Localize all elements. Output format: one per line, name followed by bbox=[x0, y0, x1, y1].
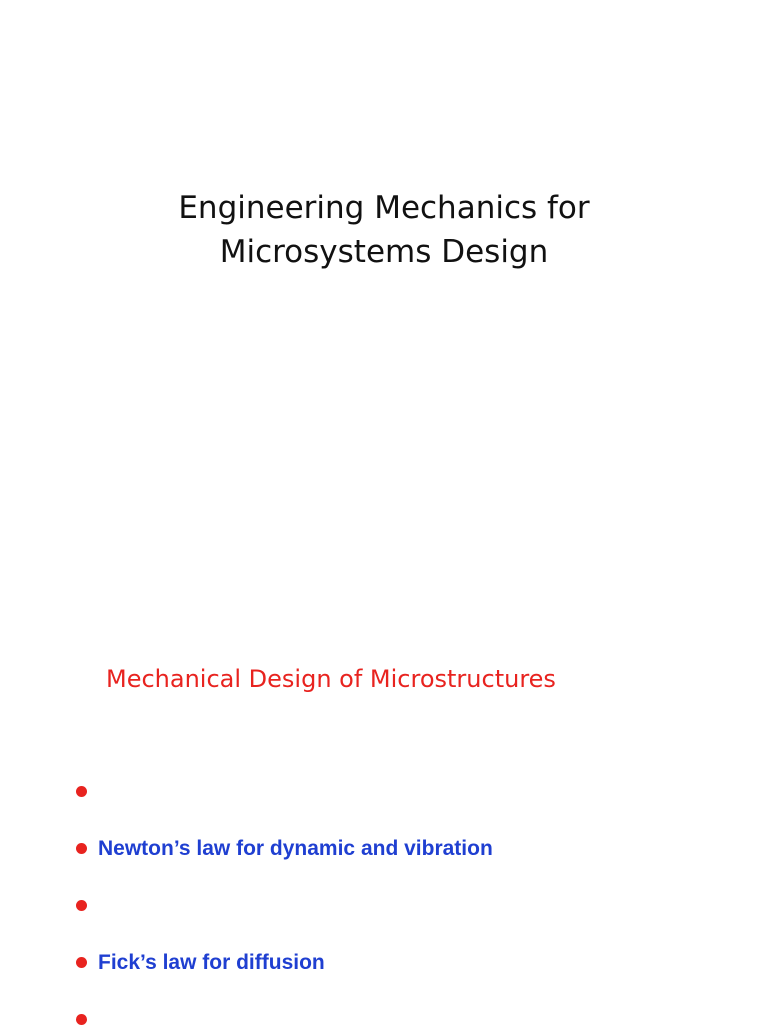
bullet-dot-icon bbox=[76, 786, 87, 797]
bullet-dot-icon bbox=[76, 1014, 87, 1025]
section-heading: Mechanical Design of Microstructures bbox=[106, 665, 556, 693]
bullet-dot-icon bbox=[76, 900, 87, 911]
bullet-text: Fick’s law for diffusion bbox=[98, 951, 325, 974]
title-line-2: Microsystems Design bbox=[219, 234, 549, 270]
page-title bbox=[0, 186, 768, 274]
bullet-dot-icon bbox=[76, 843, 87, 854]
bullet-dot-icon bbox=[76, 957, 87, 968]
title-line-1: Engineering Mechanics for bbox=[178, 190, 590, 226]
bullet-text: Newton’s law for dynamic and vibration bbox=[98, 837, 493, 860]
